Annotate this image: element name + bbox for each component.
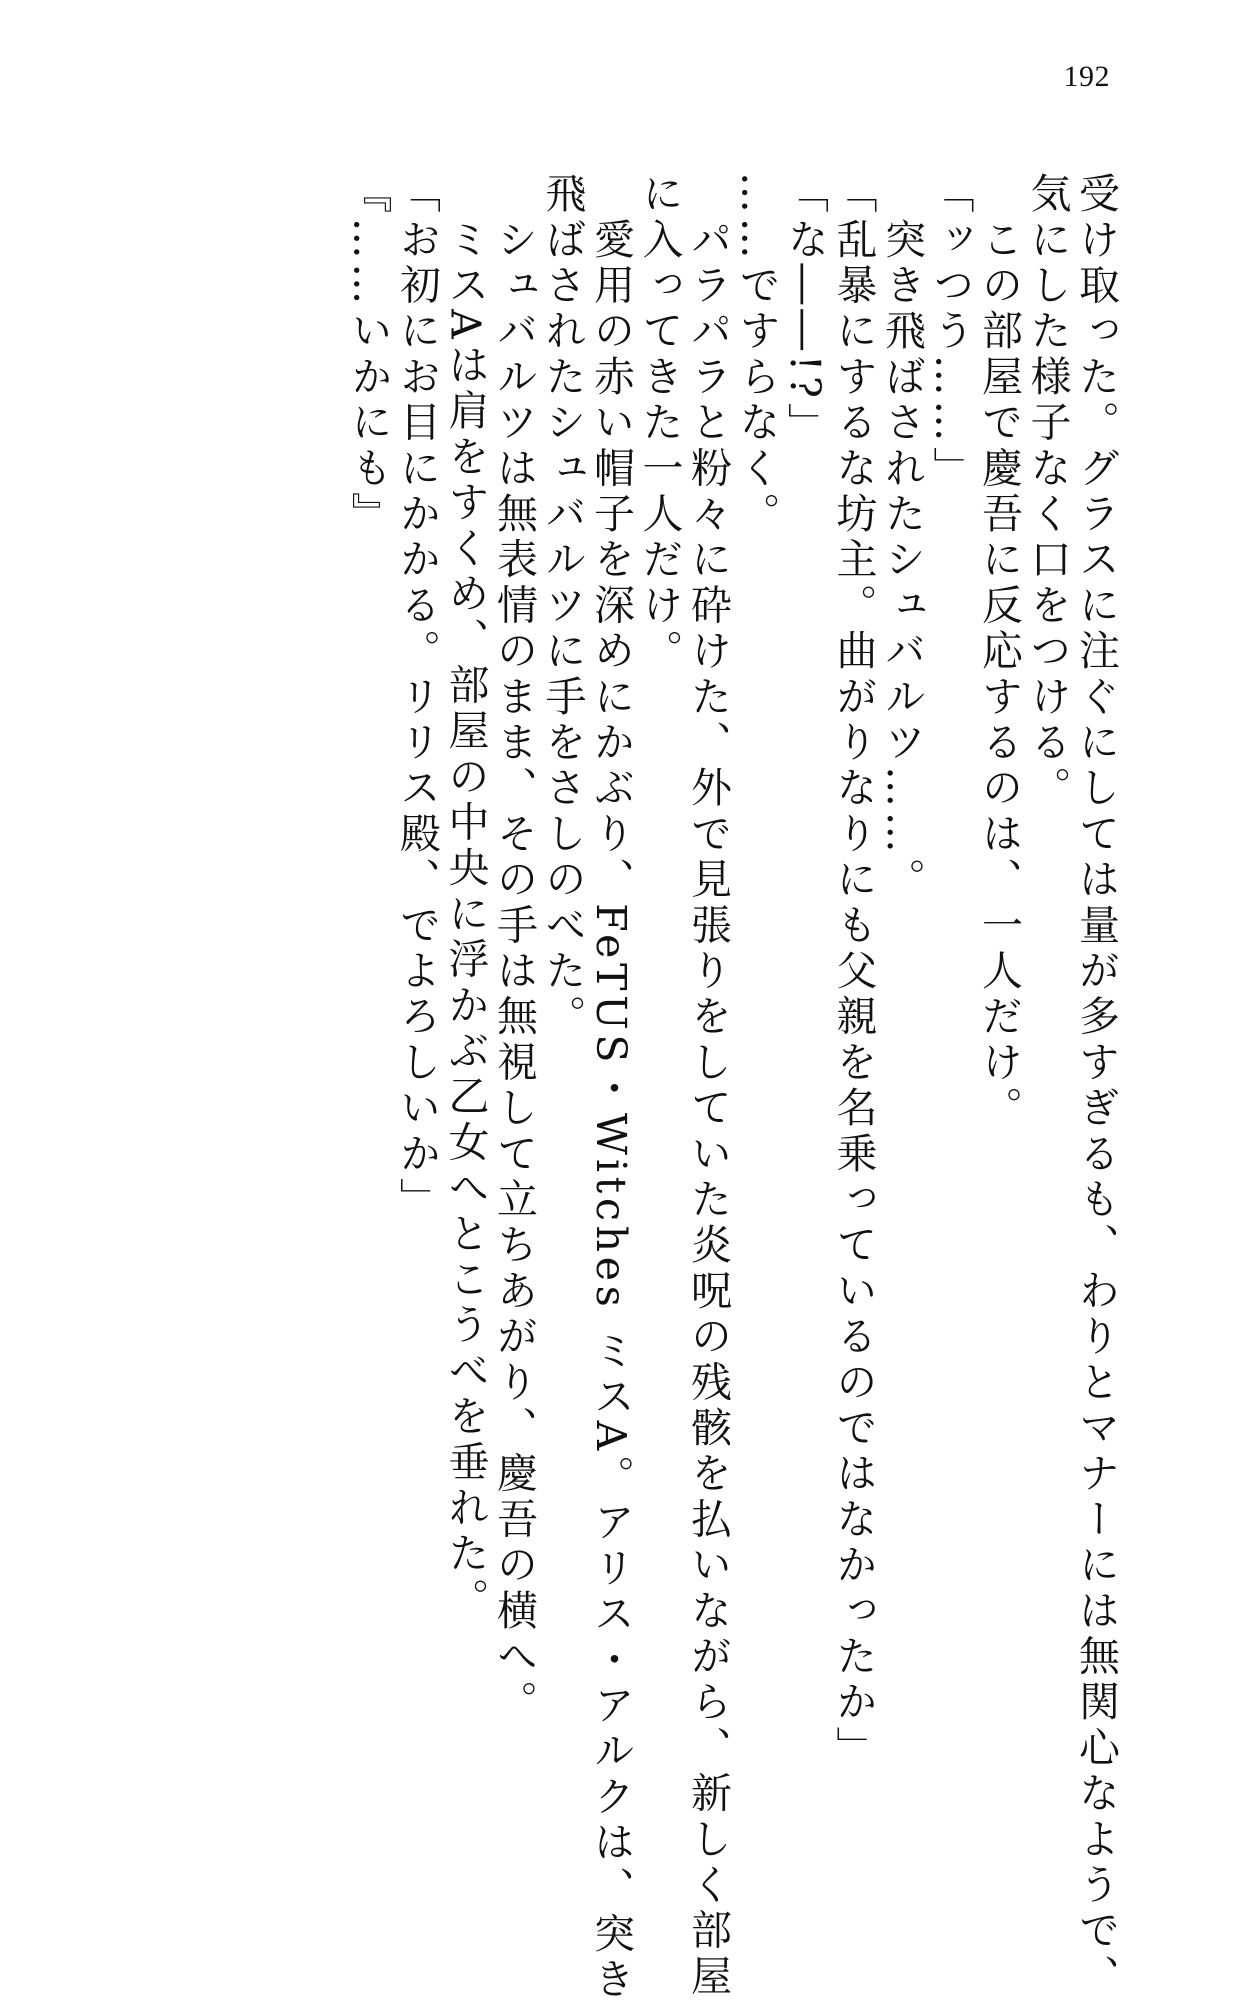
text-line: ミスAは肩をすくめ、部屋の中央に浮かぶ乙女へとこうべを垂れた。 [441, 172, 490, 1624]
text-line: パラパラと粉々に砕けた、外で見張りをしていた炎呪の残骸を払いながら、新しく部屋 [684, 172, 732, 2000]
page-number: 192 [1063, 60, 1110, 93]
text-line: 突き飛ばされたシュバルツ……。 [878, 172, 926, 904]
text-line: 「乱暴にするな坊主。曲がりなりにも父親を名乗っているのではなかったか」 [829, 172, 878, 1772]
text-line: 「ッつう……」 [926, 172, 975, 492]
text-line: 気にした様子なく口をつける。 [1023, 172, 1072, 812]
text-line: この部屋で慶吾に反応するのは、一人だけ。 [975, 172, 1023, 1132]
text-line: 愛用の赤い帽子を深めにかぶり、FeTUS・Witches ミスA。アリス・アルクは、突き [587, 172, 635, 2003]
text-line: に入ってきた一人だけ。 [635, 172, 684, 675]
text-line: 「お初にお目にかかる。リリス殿、でよろしいか」 [393, 172, 441, 1224]
text-line: 『……いかにも』 [344, 172, 393, 538]
text-line: 「な――!?」 [781, 172, 829, 449]
text-line: 飛ばされたシュバルツに手をさしのべた。 [538, 172, 587, 1041]
text-line: シュバルツは無表情のまま、その手は無視して立ちあがり、慶吾の横へ。 [490, 172, 538, 1726]
text-line: 受け取った。グラスに注ぐにしては量が多すぎるも、わりとマナーには無関心なようで、 [1072, 172, 1120, 2000]
vertical-body-text [344, 172, 1120, 2003]
text-line: ……ですらなく。 [732, 172, 781, 538]
